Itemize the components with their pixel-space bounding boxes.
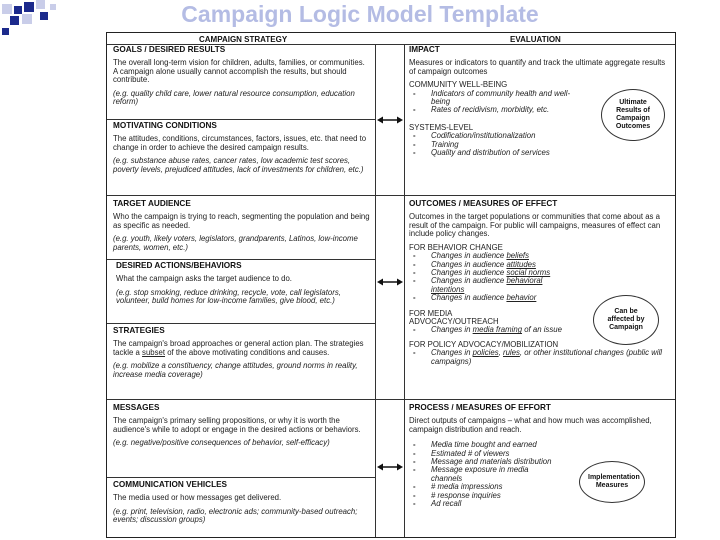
double-arrow-icon <box>377 277 403 287</box>
double-arrow-icon <box>377 462 403 472</box>
target-example: (e.g. youth, likely voters, legislators, grandparents, Latinos, low-income parents, women, etc.) <box>113 234 358 252</box>
goals-section <box>113 45 371 112</box>
impact-heading: IMPACT <box>409 45 440 54</box>
behavior-item <box>409 277 559 294</box>
divider <box>107 399 675 400</box>
divider <box>404 44 405 537</box>
behavior-prefix: Changes in audience <box>431 276 507 286</box>
policy-text-underlined: rules <box>502 348 520 358</box>
messages-section <box>113 403 371 453</box>
divider <box>107 259 375 260</box>
campaign-effect-oval <box>593 295 659 345</box>
policy-heading: FOR POLICY ADVOCACY/MOBILIZATION <box>409 339 559 349</box>
strategies-text-part: of the above motivating conditions and causes. <box>165 347 330 357</box>
motivating-section <box>113 121 371 179</box>
behavior-prefix: Changes in audience <box>431 268 507 277</box>
desired-section <box>116 261 371 311</box>
behavior-item <box>409 294 559 302</box>
policy-text-part: , or other institutional changes (public will campaigns) <box>431 348 663 366</box>
behavior-prefix: Changes in audience <box>431 259 507 269</box>
outcomes-heading: OUTCOMES / MEASURES OF EFFECT <box>409 199 558 208</box>
behavior-word: behavior <box>506 293 537 303</box>
process-heading: PROCESS / MEASURES OF EFFORT <box>409 403 551 412</box>
systems-item: - Quality and distribution of services <box>409 149 671 157</box>
policy-text-part: , <box>498 348 503 358</box>
policy-text-part: Changes in <box>431 348 473 358</box>
oval-label: Can be affected by Campaign <box>607 308 645 331</box>
process-item: - Media time bought and earned <box>409 441 559 449</box>
behavior-word: social norms <box>506 268 551 277</box>
process-item: - Message exposure in media channels <box>409 466 559 483</box>
media-text-part: Changes in <box>431 325 473 335</box>
behavior-word: beliefs <box>506 251 529 261</box>
divider <box>107 195 675 196</box>
motivating-heading: MOTIVATING CONDITIONS <box>113 121 217 130</box>
logic-model-document <box>106 32 676 538</box>
motivating-text: The attitudes, conditions, circumstances, factors, issues, etc. that need to change in order to achieve the desired campaign results. <box>113 134 367 152</box>
divider <box>107 477 375 478</box>
strategies-text-part: The campaign's broad approaches or general action plan. The strategies tackle a <box>113 339 364 357</box>
behavior-prefix: Changes in audience <box>431 251 507 261</box>
desired-heading: DESIRED ACTIONS/BEHAVIORS <box>116 261 242 270</box>
divider <box>107 323 375 324</box>
strategies-section <box>113 326 371 384</box>
process-item: - # response inquiries <box>409 492 559 500</box>
vehicles-text: The media used or how messages get delivered. <box>113 493 282 502</box>
messages-example: (e.g. negative/positive consequences of behavior, self-efficacy) <box>113 438 330 448</box>
goals-heading: GOALS / DESIRED RESULTS <box>113 45 226 54</box>
systems-item: - Codification/institutionalization <box>409 132 671 140</box>
behavior-heading: FOR BEHAVIOR CHANGE <box>409 242 503 252</box>
process-text: Direct outputs of campaigns – what and how much was accomplished, campaign distribution and reach. <box>409 416 652 434</box>
ultimate-results-oval <box>601 89 665 141</box>
messages-text: The campaign's primary selling propositions, or why it is worth the audience's while to adopt or engage in the desired actions or behaviors. <box>113 416 361 434</box>
process-item: - Message and materials distribution <box>409 458 559 466</box>
process-item: - Estimated # of viewers <box>409 450 559 458</box>
impact-text: Measures or indicators to quantify and track the ultimate aggregate results of campaign outcomes <box>409 58 666 76</box>
oval-label: Ultimate Results of Campaign Outcomes <box>615 99 651 130</box>
target-heading: TARGET AUDIENCE <box>113 199 191 208</box>
community-heading: COMMUNITY WELL-BEING <box>409 80 508 90</box>
behavior-word: attitudes <box>506 259 536 269</box>
strategies-example: (e.g. mobilize a constituency, change attitudes, ground norms in reality, increase media coverage) <box>113 361 358 379</box>
decor-square <box>2 28 9 35</box>
media-heading: FOR MEDIA ADVOCACY/OUTREACH <box>409 308 499 327</box>
divider <box>375 44 376 537</box>
strategies-heading: STRATEGIES <box>113 326 165 335</box>
target-section <box>113 199 371 257</box>
goals-text: The overall long-term vision for children, adults, families, or communities. A campaign alone usually cannot accomplish the results, but should contribute. <box>113 58 365 85</box>
outcomes-text: Outcomes in the target populations or communities that come about as a result of the campaign. For public will campaigns, measures of effect can include policy changes. <box>409 212 661 239</box>
double-arrow-icon <box>377 115 403 125</box>
policy-item <box>409 349 671 366</box>
page-title: Campaign Logic Model Template <box>181 1 539 27</box>
media-text-part: of an issue <box>522 325 562 335</box>
systems-heading: SYSTEMS-LEVEL <box>409 122 474 132</box>
vehicles-heading: COMMUNICATION VEHICLES <box>113 480 228 489</box>
vehicles-section <box>113 480 371 530</box>
process-item: - # media impressions <box>409 483 559 491</box>
divider <box>107 119 375 120</box>
desired-text: What the campaign asks the target audience to do. <box>116 274 292 283</box>
strategies-text-underlined: subset <box>142 347 166 357</box>
policy-text-underlined: policies <box>472 348 499 358</box>
column-header-strategy: CAMPAIGN STRATEGY <box>199 35 288 44</box>
motivating-example: (e.g. substance abuse rates, cancer rates, low academic test scores, poverty levels, prejudiced attitudes, lack of investments for children, etc.) <box>113 156 364 174</box>
column-header-evaluation: EVALUATION <box>510 35 561 44</box>
media-text-underlined: media framing <box>472 325 523 335</box>
vehicles-example: (e.g. print, television, radio, electronic ads; community-based outreach; events; discussion groups) <box>113 506 358 525</box>
implementation-oval <box>579 461 645 503</box>
community-item: - Rates of recidivism, morbidity, etc. <box>409 106 579 114</box>
desired-example: (e.g. stop smoking, reduce drinking, recycle, vote, call legislators, volunteer, build homes for low-income families, give blood, etc.) <box>116 287 341 306</box>
goals-example: (e.g. quality child care, lower natural resource consumption, education reform) <box>113 88 355 107</box>
behavior-word: behavioral intentions <box>431 276 543 294</box>
oval-label: Implementation Measures <box>588 474 640 489</box>
systems-item: - Training <box>409 141 671 149</box>
messages-heading: MESSAGES <box>113 403 160 412</box>
strategies-text <box>113 340 371 357</box>
target-text: Who the campaign is trying to reach, segmenting the population and being as specific as needed. <box>113 212 370 230</box>
community-item: - Indicators of community health and well-being <box>409 90 579 107</box>
process-item: - Ad recall <box>409 500 559 508</box>
behavior-prefix: Changes in audience <box>431 293 507 303</box>
